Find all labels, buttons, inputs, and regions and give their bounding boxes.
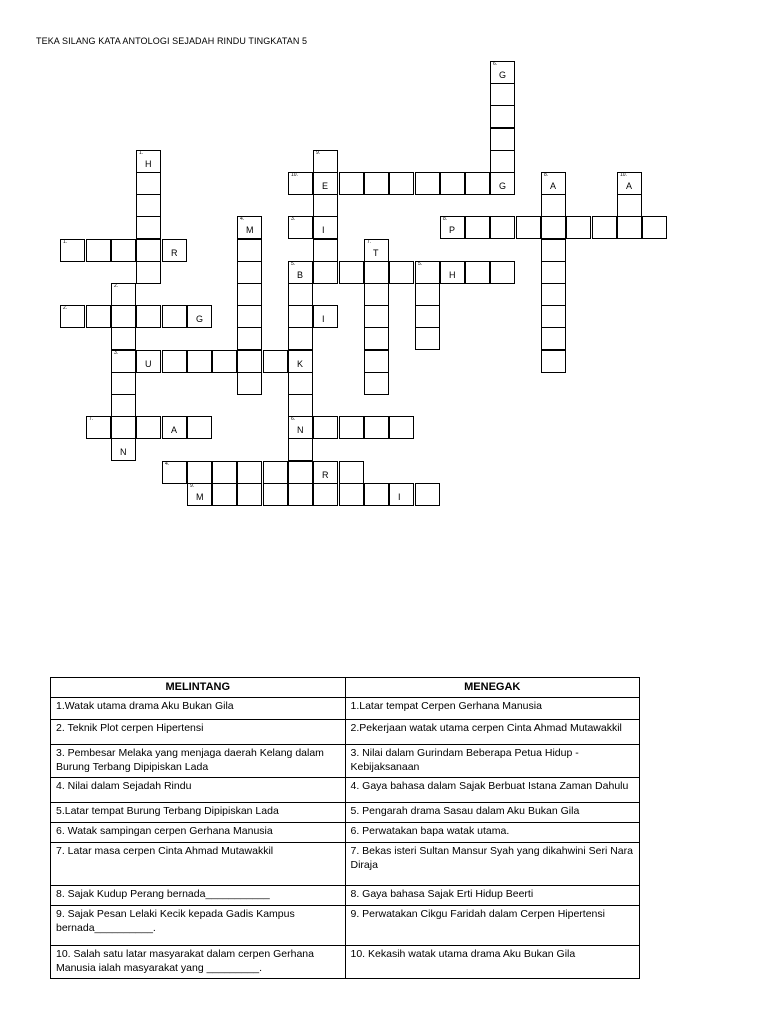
crossword-cell[interactable] [212,350,237,373]
clue-row [51,946,640,979]
crossword-cell[interactable] [313,305,338,328]
clue-number: 1. [139,150,144,156]
clue-number: 5. [291,261,296,267]
crossword-cell[interactable] [136,194,161,217]
crossword-cell[interactable] [86,239,111,262]
crossword-cell[interactable] [389,172,414,195]
crossword-cell[interactable] [415,327,440,350]
crossword-cell[interactable] [288,305,313,328]
crossword-cell[interactable] [364,239,389,262]
cell-letter: N [297,425,304,435]
crossword-cell[interactable] [490,61,515,84]
crossword-cell[interactable] [237,305,262,328]
crossword-cell[interactable] [389,483,414,506]
crossword-cell[interactable] [389,261,414,284]
crossword-cell[interactable] [136,416,161,439]
crossword-cell[interactable] [111,438,136,461]
crossword-cell[interactable] [162,239,187,262]
crossword-cell[interactable] [313,239,338,262]
cell-letter: M [246,225,254,235]
crossword-cell[interactable] [364,416,389,439]
crossword-cell[interactable] [162,416,187,439]
clue-row [51,906,640,946]
crossword-cell[interactable] [364,372,389,395]
cell-letter: P [449,225,456,235]
crossword-cell[interactable] [516,216,541,239]
crossword-cell[interactable] [415,305,440,328]
across-header: MELINTANG [51,678,346,698]
down-clue: 1.Latar tempat Cerpen Gerhana Manusia [345,698,640,720]
crossword-cell[interactable] [288,394,313,417]
cell-letter: G [196,314,204,324]
crossword-cell[interactable] [136,261,161,284]
cell-letter: I [322,225,325,235]
crossword-cell[interactable] [339,461,364,484]
crossword-cell[interactable] [440,216,465,239]
cell-letter: G [499,70,507,80]
down-clue: 10. Kekasih watak utama drama Aku Bukan Gila [345,946,640,979]
crossword-cell[interactable] [541,283,566,306]
crossword-cell[interactable] [136,350,161,373]
down-clue: 8. Gaya bahasa Sajak Erti Hidup Beerti [345,886,640,906]
cell-letter: E [322,181,329,191]
crossword-cell[interactable] [288,438,313,461]
crossword-cell[interactable] [617,216,642,239]
page-title: TEKA SILANG KATA ANTOLOGI SEJADAH RINDU TINGKATAN 5 [36,36,308,46]
down-clue: 2.Pekerjaan watak utama cerpen Cinta Ahmad Mutawakkil [345,720,640,745]
crossword-cell[interactable] [339,416,364,439]
crossword-cell[interactable] [288,216,313,239]
crossword-cell[interactable] [490,128,515,151]
clue-row [51,698,640,720]
crossword-cell[interactable] [364,483,389,506]
crossword-cell[interactable] [237,283,262,306]
crossword-cell[interactable] [237,216,262,239]
crossword-cell[interactable] [592,216,617,239]
crossword-cell[interactable] [415,283,440,306]
crossword-cell[interactable] [263,461,288,484]
crossword-cell[interactable] [288,372,313,395]
crossword-cell[interactable] [541,327,566,350]
crossword-cell[interactable] [237,483,262,506]
clue-number: 7. [367,239,372,245]
crossword-cell[interactable] [313,216,338,239]
crossword-cell[interactable] [313,172,338,195]
crossword-cell[interactable] [237,239,262,262]
crossword-cell[interactable] [212,461,237,484]
clue-row [51,720,640,745]
crossword-cell[interactable] [541,350,566,373]
crossword-cell[interactable] [541,216,566,239]
clue-number: 9. [190,483,195,489]
crossword-cell[interactable] [415,261,440,284]
crossword-cell[interactable] [364,283,389,306]
crossword-cell[interactable] [415,172,440,195]
clue-row [51,745,640,778]
crossword-cell[interactable] [187,416,212,439]
crossword-cell[interactable] [642,216,667,239]
crossword-cell[interactable] [490,83,515,106]
across-clue: 3. Pembesar Melaka yang menjaga daerah Kelang dalam Burung Terbang Dipipiskan Lada [51,745,346,778]
clues-table [50,677,640,979]
crossword-cell[interactable] [339,483,364,506]
crossword-cell[interactable] [263,483,288,506]
clue-row [51,803,640,823]
down-clue: 6. Perwatakan bapa watak utama. [345,823,640,843]
crossword-cell[interactable] [136,172,161,195]
cell-letter: T [373,248,379,258]
crossword-cell[interactable] [313,483,338,506]
cell-letter: R [171,248,178,258]
down-clue: 7. Bekas isteri Sultan Mansur Syah yang dikahwini Seri Nara Diraja [345,843,640,886]
crossword-cell[interactable] [136,239,161,262]
across-clue: 6. Watak sampingan cerpen Gerhana Manusia [51,823,346,843]
crossword-cell[interactable] [339,261,364,284]
crossword-cell[interactable] [541,239,566,262]
crossword-cell[interactable] [288,261,313,284]
crossword-cell[interactable] [187,350,212,373]
cell-letter: N [120,447,127,457]
cell-letter: M [196,492,204,502]
crossword-cell[interactable] [187,305,212,328]
crossword-cell[interactable] [465,172,490,195]
cell-letter: U [145,359,152,369]
cell-letter: A [626,181,633,191]
clue-number: 10. [291,172,298,178]
clue-number: 4. [240,216,245,222]
crossword-cell[interactable] [490,172,515,195]
crossword-cell[interactable] [313,416,338,439]
crossword-cell[interactable] [566,216,591,239]
crossword-cell[interactable] [617,172,642,195]
clue-number: 5. [418,261,423,267]
crossword-cell[interactable] [111,283,136,306]
crossword-cell[interactable] [288,283,313,306]
crossword-cell[interactable] [237,372,262,395]
cell-letter: K [297,359,304,369]
crossword-cell[interactable] [490,105,515,128]
across-clue: 5.Latar tempat Burung Terbang Dipipiskan Lada [51,803,346,823]
crossword-cell[interactable] [364,172,389,195]
crossword-cell[interactable] [313,194,338,217]
down-clue: 3. Nilai dalam Gurindam Beberapa Petua Hidup -Kebijaksanaan [345,745,640,778]
crossword-cell[interactable] [313,461,338,484]
clue-number: 8. [544,172,549,178]
crossword-cell[interactable] [288,416,313,439]
clue-number: 7. [89,416,94,422]
crossword-cell[interactable] [111,350,136,373]
crossword-cell[interactable] [389,416,414,439]
crossword-cell[interactable] [111,372,136,395]
crossword-cell[interactable] [162,350,187,373]
clue-number: 6. [291,416,296,422]
down-clue: 4. Gaya bahasa dalam Sajak Berbuat Istana Zaman Dahulu [345,778,640,803]
cell-letter: H [145,159,152,169]
crossword-cell[interactable] [490,261,515,284]
crossword-cell[interactable] [465,261,490,284]
clue-number: 4. [165,461,170,467]
crossword-cell[interactable] [237,327,262,350]
clues-header-row [51,678,640,698]
crossword-cell[interactable] [212,483,237,506]
across-clue: 8. Sajak Kudup Perang bernada___________ [51,886,346,906]
clue-row [51,823,640,843]
crossword-cell[interactable] [187,461,212,484]
clue-number: 10. [620,172,627,178]
crossword-cell[interactable] [111,394,136,417]
crossword-cell[interactable] [162,461,187,484]
across-clue: 1.Watak utama drama Aku Bukan Gila [51,698,346,720]
crossword-cell[interactable] [364,327,389,350]
across-clue: 4. Nilai dalam Sejadah Rindu [51,778,346,803]
crossword-cell[interactable] [60,305,85,328]
crossword-cell[interactable] [339,172,364,195]
crossword-cell[interactable] [288,483,313,506]
crossword-cell[interactable] [415,483,440,506]
crossword-cell[interactable] [364,305,389,328]
crossword-cell[interactable] [136,216,161,239]
cell-letter: B [297,270,304,280]
clues-body [51,698,640,979]
crossword-cell[interactable] [541,172,566,195]
across-clue: 2. Teknik Plot cerpen Hipertensi [51,720,346,745]
crossword-cell[interactable] [364,350,389,373]
crossword-cell[interactable] [288,350,313,373]
clue-number: 3. [114,350,119,356]
clue-number: 1. [63,239,68,245]
cell-letter: I [398,492,401,502]
crossword-cell[interactable] [617,194,642,217]
clue-number: 8. [443,216,448,222]
crossword-cell[interactable] [313,150,338,173]
crossword-cell[interactable] [237,350,262,373]
crossword-cell[interactable] [465,216,490,239]
clue-row [51,778,640,803]
cell-letter: I [322,314,325,324]
clue-number: 2. [63,305,68,311]
crossword-cell[interactable] [111,416,136,439]
clue-row [51,843,640,886]
clue-number: 9. [316,150,321,156]
crossword-cell[interactable] [313,261,338,284]
crossword-cell[interactable] [364,261,389,284]
crossword-cell[interactable] [541,305,566,328]
crossword-cell[interactable] [111,327,136,350]
clue-row [51,886,640,906]
crossword-cell[interactable] [237,261,262,284]
clue-number: 2. [114,283,119,289]
clue-number: 3. [291,216,296,222]
crossword-cell[interactable] [136,305,161,328]
crossword-cell[interactable] [86,416,111,439]
crossword-cell[interactable] [136,150,161,173]
crossword-cell[interactable] [288,172,313,195]
crossword-cell[interactable] [162,305,187,328]
down-clue: 9. Perwatakan Cikgu Faridah dalam Cerpen Hipertensi [345,906,640,946]
cell-letter: H [449,270,456,280]
cell-letter: G [499,181,507,191]
across-clue: 9. Sajak Pesan Lelaki Kecik kepada Gadis Kampus bernada__________. [51,906,346,946]
cell-letter: A [550,181,557,191]
crossword-cell[interactable] [490,216,515,239]
crossword-cell[interactable] [490,150,515,173]
across-clue: 7. Latar masa cerpen Cinta Ahmad Mutawakkil [51,843,346,886]
crossword-cell[interactable] [440,261,465,284]
cell-letter: A [171,425,178,435]
down-header: MENEGAK [345,678,640,698]
crossword-cell[interactable] [288,461,313,484]
crossword-cell[interactable] [187,483,212,506]
crossword-cell[interactable] [111,305,136,328]
crossword-cell[interactable] [541,194,566,217]
down-clue: 5. Pengarah drama Sasau dalam Aku Bukan Gila [345,803,640,823]
crossword-cell[interactable] [288,327,313,350]
crossword-cell[interactable] [541,261,566,284]
crossword-cell[interactable] [440,172,465,195]
crossword-cell[interactable] [60,239,85,262]
crossword-cell[interactable] [111,239,136,262]
crossword-cell[interactable] [237,461,262,484]
cell-letter: R [322,470,329,480]
crossword-cell[interactable] [86,305,111,328]
crossword-cell[interactable] [263,350,288,373]
clue-number: 6. [493,61,498,67]
across-clue: 10. Salah satu latar masyarakat dalam cerpen Gerhana Manusia ialah masyarakat yang _________. [51,946,346,979]
